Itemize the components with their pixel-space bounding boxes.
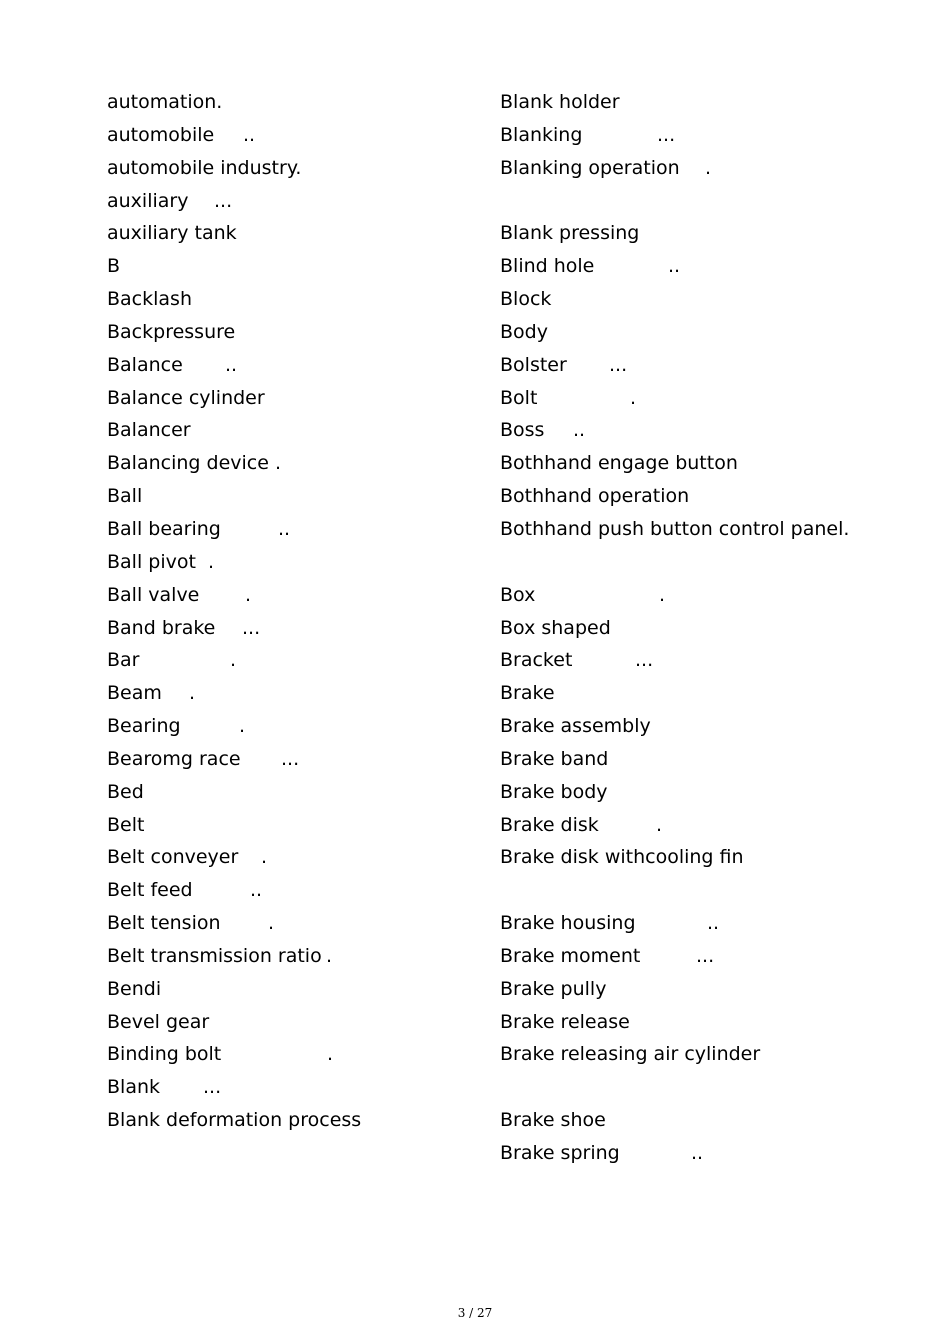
entry-mark: ... (635, 649, 654, 672)
entry-term: Blind hole (500, 255, 595, 278)
entry-term: Brake (500, 682, 555, 705)
glossary-entry (500, 86, 900, 119)
entry-term: Brake band (500, 747, 609, 770)
page-separator: / (469, 1306, 474, 1320)
entry-term: auxiliary tank (107, 222, 237, 245)
entry-term: Band brake (107, 616, 216, 639)
glossary-entry (107, 1006, 487, 1039)
glossary-entry (107, 1038, 487, 1071)
entry-term: Box (500, 583, 536, 606)
entry-mark: .. (668, 255, 681, 278)
glossary-entry (107, 907, 487, 940)
glossary-entry (500, 973, 900, 1006)
entry-mark: ... (696, 944, 715, 967)
entry-mark: . (630, 386, 637, 409)
glossary-entry (500, 250, 900, 283)
entry-mark: . (189, 682, 196, 705)
glossary-entry (107, 283, 487, 316)
glossary-entry (500, 185, 900, 218)
page-number (0, 1306, 950, 1320)
entry-term: Brake releasing air cylinder (500, 1043, 761, 1066)
glossary-entry (500, 382, 900, 415)
entry-term: Block (500, 288, 552, 311)
entry-term: Bearomg race (107, 747, 241, 770)
glossary-entry (107, 579, 487, 612)
entry-term: Bar (107, 649, 140, 672)
entry-mark: .. (250, 879, 263, 902)
entry-mark: . (261, 846, 268, 869)
glossary-entry (107, 841, 487, 874)
glossary-entry (500, 874, 900, 907)
glossary-entry (500, 1038, 900, 1071)
entry-mark: . (659, 583, 666, 606)
glossary-entry (500, 1137, 900, 1170)
entry-mark: . (230, 649, 237, 672)
entry-term: automobile (107, 123, 215, 146)
entry-term: Blanking (500, 123, 583, 146)
entry-term: Balancer (107, 419, 191, 442)
entry-term: Brake assembly (500, 715, 651, 738)
glossary-entry (500, 579, 900, 612)
entry-term: Beam (107, 682, 162, 705)
glossary-entry (500, 513, 900, 546)
glossary-entry (500, 119, 900, 152)
entry-mark: . (326, 944, 333, 967)
entry-mark: . (705, 156, 712, 179)
entry-term: Brake pully (500, 977, 607, 1000)
entry-mark: . (275, 452, 282, 475)
entry-mark: .. (243, 123, 256, 146)
glossary-entry (107, 677, 487, 710)
entry-term: Brake housing (500, 912, 636, 935)
entry-term: Belt feed (107, 879, 193, 902)
glossary-entry (500, 644, 900, 677)
glossary-entry (107, 809, 487, 842)
entry-term: Bearing (107, 715, 181, 738)
entry-term: Backlash (107, 288, 192, 311)
entry-term: Ball pivot (107, 550, 196, 573)
entry-term: Bothhand operation (500, 485, 690, 508)
entry-mark: . (268, 912, 275, 935)
glossary-entry (107, 612, 487, 645)
glossary-entry (500, 940, 900, 973)
glossary-entry (107, 217, 487, 250)
entry-term: Bolt (500, 386, 538, 409)
entry-term: Boss (500, 419, 545, 442)
entry-term: Brake body (500, 780, 608, 803)
glossary-entry (107, 743, 487, 776)
entry-mark: .. (278, 517, 291, 540)
entry-term: Brake disk withcooling fin (500, 846, 744, 869)
entry-mark: . (327, 1043, 334, 1066)
entry-term: Bolster (500, 353, 567, 376)
entry-term: Binding bolt (107, 1043, 222, 1066)
glossary-entry (500, 349, 900, 382)
glossary-entry (500, 776, 900, 809)
glossary-entry (107, 973, 487, 1006)
glossary-entry (500, 217, 900, 250)
glossary-entry (107, 1071, 487, 1104)
glossary-entry (107, 546, 487, 579)
glossary-entry (107, 382, 487, 415)
entry-term: Brake disk (500, 813, 599, 836)
glossary-entry (107, 1104, 487, 1137)
entry-term: Ball bearing (107, 517, 221, 540)
entry-term: Bothhand engage button (500, 452, 738, 475)
entry-term: Belt (107, 813, 145, 836)
entry-term: Blanking operation (500, 156, 680, 179)
entry-term: Box shaped (500, 616, 611, 639)
glossary-entry (107, 119, 487, 152)
entry-term: automobile industry. (107, 156, 302, 179)
entry-term: automation. (107, 91, 223, 113)
glossary-entry (107, 316, 487, 349)
entry-term: Balance cylinder (107, 386, 265, 409)
glossary-entry (107, 86, 487, 119)
entry-term: Bevel gear (107, 1010, 210, 1033)
glossary-entry (500, 677, 900, 710)
entry-term: Blank holder (500, 91, 620, 113)
entry-term: Bothhand push button control panel. (500, 517, 850, 540)
glossary-entry (500, 1104, 900, 1137)
entry-mark: ... (609, 353, 628, 376)
glossary-entry (107, 349, 487, 382)
glossary-entry (107, 152, 487, 185)
glossary-entry (500, 710, 900, 743)
entry-term: Bracket (500, 649, 573, 672)
entry-term: Belt tension (107, 912, 221, 935)
glossary-entry (500, 809, 900, 842)
glossary-entry (107, 414, 487, 447)
entry-mark: ... (657, 123, 676, 146)
glossary-entry (107, 776, 487, 809)
entry-mark: .. (707, 912, 720, 935)
glossary-entry (500, 546, 900, 579)
entry-mark: .. (691, 1142, 704, 1164)
entry-term: Blank deformation process (107, 1109, 362, 1132)
glossary-entry (107, 940, 487, 973)
glossary-entry (500, 447, 900, 480)
glossary-entry (500, 414, 900, 447)
entry-mark: ... (281, 747, 300, 770)
entry-term: Balancing device (107, 452, 269, 475)
glossary-entry (107, 250, 487, 283)
glossary-entry (107, 644, 487, 677)
entry-term: Blank pressing (500, 222, 640, 245)
entry-mark: ... (214, 189, 233, 212)
glossary-entry (500, 743, 900, 776)
entry-mark: . (208, 550, 215, 573)
glossary-entry (500, 283, 900, 316)
glossary-entry (107, 185, 487, 218)
glossary-left-column (107, 86, 487, 1137)
glossary-entry (107, 874, 487, 907)
entry-term: Backpressure (107, 320, 236, 343)
entry-term: Bed (107, 780, 144, 803)
entry-term: Ball valve (107, 583, 200, 606)
glossary-entry (107, 447, 487, 480)
entry-term: Belt conveyer (107, 846, 239, 869)
glossary-entry (107, 710, 487, 743)
entry-mark: ... (242, 616, 261, 639)
entry-term: Blank (107, 1076, 161, 1099)
entry-term: Brake spring (500, 1142, 620, 1164)
glossary-entry (500, 1006, 900, 1039)
entry-mark: .. (225, 353, 238, 376)
glossary-entry (500, 316, 900, 349)
entry-term: Ball (107, 485, 143, 508)
glossary-entry (500, 841, 900, 874)
glossary-entry (500, 907, 900, 940)
entry-mark: . (656, 813, 663, 836)
entry-mark: . (245, 583, 252, 606)
entry-mark: .. (573, 419, 586, 442)
entry-mark: ... (203, 1076, 222, 1099)
glossary-entry (107, 480, 487, 513)
page-current: 3 (457, 1306, 466, 1320)
entry-mark: . (239, 715, 246, 738)
entry-term: auxiliary (107, 189, 189, 212)
glossary-entry (500, 612, 900, 645)
entry-term: Bendi (107, 977, 162, 1000)
glossary-entry (500, 152, 900, 185)
glossary-entry (500, 480, 900, 513)
entry-term: Brake release (500, 1010, 630, 1033)
entry-term: Belt transmission ratio (107, 944, 322, 967)
entry-term: Body (500, 320, 548, 343)
entry-term: Brake shoe (500, 1109, 606, 1132)
glossary-entry (107, 513, 487, 546)
entry-term: Balance (107, 353, 183, 376)
glossary-right-column (500, 86, 900, 1170)
entry-term: Brake moment (500, 944, 641, 967)
glossary-entry (500, 1071, 900, 1104)
entry-term: B (107, 255, 121, 278)
page-total: 27 (477, 1306, 493, 1320)
